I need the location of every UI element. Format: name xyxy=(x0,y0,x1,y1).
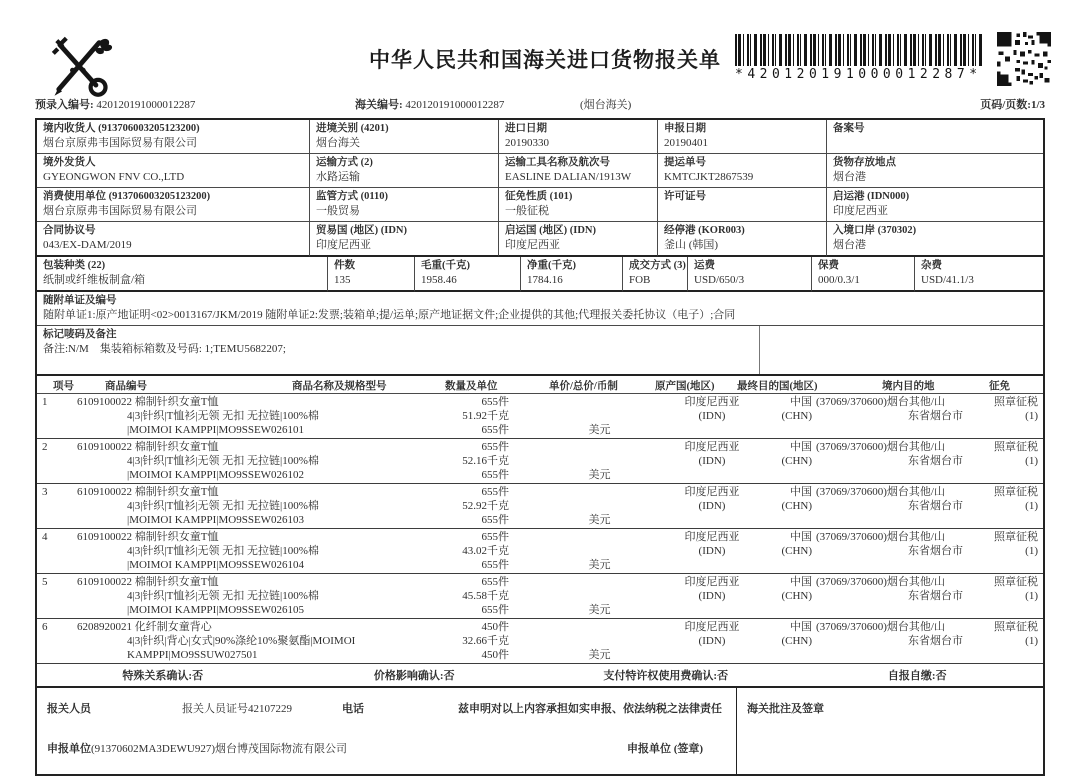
footer-section xyxy=(37,688,1043,774)
item-currency: 美元 xyxy=(588,604,611,616)
accompanying-docs-content: 随附单证1:原产地证明<02>0013167/JKM/2019 随附单证2:发票;装箱单;提/运单;原产地证据文件;企业提供的其他;代理报关委托协议（电子）;合同 xyxy=(43,309,736,321)
item-spec: 4|3|针织|T恤衫|无领 无扣 无拉链|100%棉 xyxy=(127,500,319,512)
field-gross-weight: 毛重(千克) 1958.46 xyxy=(415,257,521,292)
declaration-form xyxy=(35,118,1045,776)
marks-label: 标记唛码及备注 xyxy=(43,329,117,340)
item-brand: |MOIMOI KAMPPI|MO9SSEW026103 xyxy=(127,514,305,526)
item-hs-code: 6109100022 xyxy=(77,486,132,498)
divider xyxy=(759,326,760,374)
accompanying-docs-label: 随附单证及编号 xyxy=(43,295,117,306)
col-item-no: 项号 xyxy=(53,381,74,392)
item-no: 4 xyxy=(42,531,48,543)
item-spec: 4|3|针织|T恤衫|无领 无扣 无拉链|100%棉 xyxy=(127,410,319,422)
item-origin: 印度尼西亚 (IDN) xyxy=(684,441,740,467)
table-row xyxy=(37,619,1043,664)
item-currency: 美元 xyxy=(588,559,611,571)
page-title: 中华人民共和国海关进口货物报关单 xyxy=(369,48,721,72)
field-record-no: 备案号 xyxy=(827,120,1043,154)
field-transport-mode: 运输方式 (2) 水路运输 xyxy=(310,154,499,188)
customs-endorsement-block xyxy=(737,688,1043,774)
items-table-header xyxy=(37,376,1043,394)
col-origin: 原产国(地区) xyxy=(655,381,715,392)
item-spec: 4|3|针织|背心|女式|90%涤纶10%聚氨酯|MOIMOI xyxy=(127,635,356,647)
customs-number: 海关编号: 420120191000012287 xyxy=(355,99,505,111)
item-hs-code: 6109100022 xyxy=(77,396,132,408)
item-name: 棉制针织女童T恤 xyxy=(134,396,219,408)
item-dest-country: 中国 (CHN) xyxy=(781,441,812,467)
item-hs-code: 6109100022 xyxy=(77,576,132,588)
item-no: 3 xyxy=(42,486,48,498)
item-domestic-dest: (37069/370600)烟台其他/山 东省烟台市 xyxy=(816,621,963,647)
field-trade-terms: 成交方式 (3) FOB xyxy=(623,257,688,292)
field-consignee: 境内收货人 (913706003205123200) 烟台京原弗韦国际贸易有限公司 xyxy=(37,120,310,154)
item-origin: 印度尼西亚 (IDN) xyxy=(684,531,740,557)
item-dest-country: 中国 (CHN) xyxy=(781,531,812,557)
item-levy: 照章征税 (1) xyxy=(994,576,1038,602)
item-name: 棉制针织女童T恤 xyxy=(134,531,219,543)
field-contract-no: 合同协议号 043/EX-DAM/2019 xyxy=(37,222,310,257)
item-name: 棉制针织女童T恤 xyxy=(134,441,219,453)
table-row xyxy=(37,394,1043,439)
field-bill-no: 提运单号 KMTCJKT2867539 xyxy=(658,154,827,188)
col-price-currency: 单价/总价/币制 xyxy=(549,381,618,392)
item-no: 6 xyxy=(42,621,48,633)
marks-content: 备注:N/M 集装箱标箱数及号码: 1;TEMU5682207; xyxy=(43,343,286,355)
table-row xyxy=(37,529,1043,574)
meta-row xyxy=(35,96,1045,116)
declare-unit: 申报单位 (91370602MA3DEWU927)烟台博茂国际物流有限公司 xyxy=(47,743,348,755)
field-vessel-voyage: 运输工具名称及航次号 EASLINE DALIAN/1913W xyxy=(499,154,658,188)
item-levy: 照章征税 (1) xyxy=(994,441,1038,467)
item-levy: 照章征税 (1) xyxy=(994,396,1038,422)
item-spec: 4|3|针织|T恤衫|无领 无扣 无拉链|100%棉 xyxy=(127,455,319,467)
customs-office: (烟台海关) xyxy=(580,99,632,111)
item-hs-code: 6109100022 xyxy=(77,441,132,453)
item-dest-country: 中国 (CHN) xyxy=(781,576,812,602)
field-departure-port: 启运港 (IDN000) 印度尼西亚 xyxy=(827,188,1043,222)
item-qty: 450件 32.66千克 450件 xyxy=(462,621,509,661)
item-qty: 655件 45.58千克 655件 xyxy=(462,576,509,616)
item-currency: 美元 xyxy=(588,649,611,661)
item-dest-country: 中国 (CHN) xyxy=(781,621,812,647)
item-spec: 4|3|针织|T恤衫|无领 无扣 无拉链|100%棉 xyxy=(127,545,319,557)
item-name: 棉制针织女童T恤 xyxy=(134,576,219,588)
confirmations-row xyxy=(37,664,1043,688)
agent-label: 报关人员 xyxy=(47,703,91,715)
field-supervision-mode: 监管方式 (0110) 一般贸易 xyxy=(310,188,499,222)
item-qty: 655件 43.02千克 655件 xyxy=(462,531,509,571)
item-brand: |MOIMOI KAMPPI|MO9SSEW026104 xyxy=(127,559,305,571)
item-levy: 照章征税 (1) xyxy=(994,621,1038,647)
field-freight: 运费 USD/650/3 xyxy=(688,257,812,292)
item-qty: 655件 52.92千克 655件 xyxy=(462,486,509,526)
item-hs-code: 6208920021 xyxy=(77,621,132,633)
item-no: 1 xyxy=(42,396,48,408)
item-brand: |MOIMOI KAMPPI|MO9SSEW026101 xyxy=(127,424,305,436)
item-brand: |MOIMOI KAMPPI|MO9SSEW026105 xyxy=(127,604,305,616)
col-levy: 征免 xyxy=(989,381,1010,392)
item-dest-country: 中国 (CHN) xyxy=(781,486,812,512)
field-import-date: 进口日期 20190330 xyxy=(499,120,658,154)
accompanying-docs xyxy=(37,292,1043,326)
info-row-4 xyxy=(37,222,1043,257)
field-entry-port: 入境口岸 (370302) 烟台港 xyxy=(827,222,1043,257)
field-license-no: 许可证号 xyxy=(658,188,827,222)
page-indicator: 页码/页数:1/3 xyxy=(980,99,1045,111)
item-origin: 印度尼西亚 (IDN) xyxy=(684,621,740,647)
customs-emblem-icon xyxy=(45,32,115,100)
item-domestic-dest: (37069/370600)烟台其他/山 东省烟台市 xyxy=(816,486,963,512)
field-package-type: 包装种类 (22) 纸制或纤维板制盒/箱 xyxy=(37,257,328,292)
field-levy-nature: 征免性质 (101) 一般征税 xyxy=(499,188,658,222)
col-hs-code: 商品编号 xyxy=(105,381,147,392)
royalty-fee-confirm: 支付特许权使用费确认:否 xyxy=(603,670,729,682)
item-description xyxy=(67,440,437,482)
table-row xyxy=(37,484,1043,529)
item-domestic-dest: (37069/370600)烟台其他/山 东省烟台市 xyxy=(816,441,963,467)
barcode-bars-icon xyxy=(735,34,985,66)
item-origin: 印度尼西亚 (IDN) xyxy=(684,576,740,602)
field-net-weight: 净重(千克) 1784.16 xyxy=(521,257,623,292)
field-storage-place: 货物存放地点 烟台港 xyxy=(827,154,1043,188)
special-relation-confirm: 特殊关系确认:否 xyxy=(122,670,204,682)
item-description xyxy=(67,575,437,617)
item-name: 棉制针织女童T恤 xyxy=(134,486,219,498)
field-consumer-unit: 消费使用单位 (913706003205123200) 烟台京原弗韦国际贸易有限公司 xyxy=(37,188,310,222)
item-currency: 美元 xyxy=(588,514,611,526)
field-insurance: 保费 000/0.3/1 xyxy=(812,257,915,292)
declarant-block xyxy=(37,688,737,774)
item-domestic-dest: (37069/370600)烟台其他/山 东省烟台市 xyxy=(816,576,963,602)
fees-row xyxy=(37,257,1043,292)
col-qty-unit: 数量及单位 xyxy=(445,381,498,392)
item-brand: KAMPPI|MO9SSUW027501 xyxy=(127,649,258,661)
self-declare-confirm: 自报自缴:否 xyxy=(887,670,947,682)
col-final-dest: 最终目的国(地区) xyxy=(737,381,818,392)
field-misc-fee: 杂费 USD/41.1/3 xyxy=(915,257,1043,292)
field-overseas-shipper: 境外发货人 GYEONGWON FNV CO.,LTD xyxy=(37,154,310,188)
declare-unit-seal: 申报单位 (签章) xyxy=(627,743,704,755)
field-pieces: 件数 135 xyxy=(328,257,415,292)
table-row xyxy=(37,574,1043,619)
customs-endorsement-label: 海关批注及签章 xyxy=(747,703,824,715)
item-domestic-dest: (37069/370600)烟台其他/山 东省烟台市 xyxy=(816,531,963,557)
item-hs-code: 6109100022 xyxy=(77,531,132,543)
price-influence-confirm: 价格影响确认:否 xyxy=(373,670,455,682)
item-description xyxy=(67,620,437,662)
form-header xyxy=(35,26,1045,104)
col-domestic-dest: 境内目的地 xyxy=(882,381,935,392)
item-no: 2 xyxy=(42,441,48,453)
field-entry-customs: 进境关别 (4201) 烟台海关 xyxy=(310,120,499,154)
field-transit-port: 经停港 (KOR003) 釜山 (韩国) xyxy=(658,222,827,257)
marks-remarks xyxy=(37,326,1043,376)
info-row-3 xyxy=(37,188,1043,222)
item-levy: 照章征税 (1) xyxy=(994,486,1038,512)
item-origin: 印度尼西亚 (IDN) xyxy=(684,486,740,512)
item-no: 5 xyxy=(42,576,48,588)
item-domestic-dest: (37069/370600)烟台其他/山 东省烟台市 xyxy=(816,396,963,422)
item-description xyxy=(67,485,437,527)
item-currency: 美元 xyxy=(588,424,611,436)
table-row xyxy=(37,439,1043,484)
info-row-1 xyxy=(37,120,1043,154)
declaration-statement: 兹申明对以上内容承担如实申报、依法纳税之法律责任 xyxy=(458,703,722,715)
item-description xyxy=(67,530,437,572)
field-declare-date: 申报日期 20190401 xyxy=(658,120,827,154)
item-qty: 655件 51.92千克 655件 xyxy=(462,396,509,436)
item-dest-country: 中国 (CHN) xyxy=(781,396,812,422)
item-name: 化纤制女童背心 xyxy=(134,621,212,633)
barcode xyxy=(735,34,987,94)
agent-cert-no: 报关人员证号42107229 xyxy=(182,703,292,715)
info-row-2 xyxy=(37,154,1043,188)
qr-code-icon xyxy=(997,32,1051,86)
item-origin: 印度尼西亚 (IDN) xyxy=(684,396,740,422)
phone-label: 电话 xyxy=(342,703,364,715)
field-origin-country: 启运国 (地区) (IDN) 印度尼西亚 xyxy=(499,222,658,257)
field-trade-country: 贸易国 (地区) (IDN) 印度尼西亚 xyxy=(310,222,499,257)
col-name-spec: 商品名称及规格型号 xyxy=(292,381,387,392)
barcode-text: *420120191000012287* xyxy=(735,67,982,82)
item-qty: 655件 52.16千克 655件 xyxy=(462,441,509,481)
item-levy: 照章征税 (1) xyxy=(994,531,1038,557)
item-spec: 4|3|针织|T恤衫|无领 无扣 无拉链|100%棉 xyxy=(127,590,319,602)
item-description xyxy=(67,395,437,437)
pre-entry-number: 预录入编号: 420120191000012287 xyxy=(35,99,196,111)
item-brand: |MOIMOI KAMPPI|MO9SSEW026102 xyxy=(127,469,305,481)
item-currency: 美元 xyxy=(588,469,611,481)
